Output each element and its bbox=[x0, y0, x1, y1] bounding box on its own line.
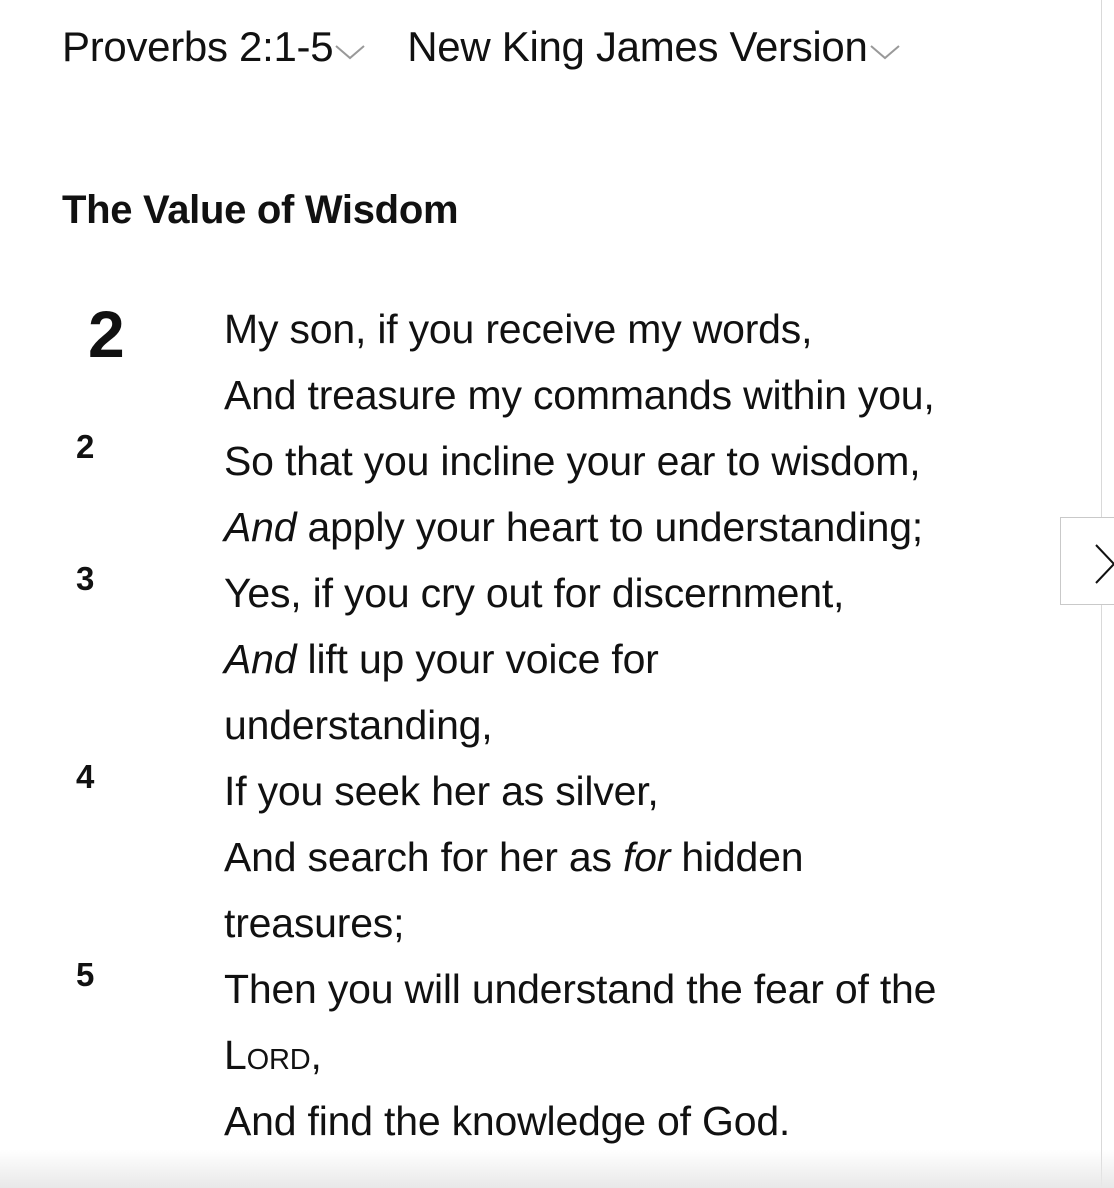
verse-2-line-2 bbox=[224, 494, 923, 560]
chevron-down-icon bbox=[868, 42, 902, 62]
verse-3-line-2 bbox=[224, 626, 659, 692]
line-text: apply your heart to understanding; bbox=[296, 504, 923, 550]
verse-3-line-1: Yes, if you cry out for discernment, bbox=[224, 570, 845, 616]
italic-word: for bbox=[622, 834, 671, 880]
verse-1-line-1: My son, if you receive my words, bbox=[224, 306, 813, 352]
italic-word: And bbox=[224, 504, 297, 550]
verse-4-line-2 bbox=[224, 824, 803, 890]
chevron-right-icon bbox=[1093, 542, 1114, 586]
verse-3-line-3: understanding, bbox=[224, 702, 493, 748]
italic-word: And bbox=[224, 636, 297, 682]
verse-1-line-2: And treasure my commands within you, bbox=[224, 372, 935, 418]
reference-selector[interactable] bbox=[62, 23, 367, 71]
line-text: lift up your voice for bbox=[296, 636, 659, 682]
section-heading: The Value of Wisdom bbox=[62, 188, 459, 232]
line-text: , bbox=[310, 1032, 322, 1078]
bottom-fade bbox=[0, 1150, 1114, 1188]
verse-4-line-3: treasures; bbox=[224, 900, 405, 946]
divine-name: Lord bbox=[224, 1032, 311, 1078]
line-text: hidden bbox=[670, 834, 804, 880]
chapter-number: 2 bbox=[88, 297, 125, 371]
verse-number-5: 5 bbox=[76, 956, 95, 993]
reference-label: Proverbs 2:1-5 bbox=[62, 23, 334, 70]
verse-5-line-2 bbox=[224, 1022, 322, 1088]
verse-number-4: 4 bbox=[76, 758, 95, 795]
verse-number-3: 3 bbox=[76, 560, 95, 597]
verse-2-line-1: So that you incline your ear to wisdom, bbox=[224, 438, 921, 484]
verse-5-line-1: Then you will understand the fear of the bbox=[224, 966, 937, 1012]
version-selector[interactable] bbox=[407, 23, 901, 71]
verse-number-2: 2 bbox=[76, 428, 95, 465]
chevron-down-icon bbox=[333, 42, 367, 62]
verse-5-line-3: And find the knowledge of God. bbox=[224, 1098, 791, 1144]
next-chapter-button[interactable] bbox=[1060, 517, 1114, 605]
line-text: And search for her as bbox=[224, 834, 623, 880]
passage-selectors bbox=[62, 22, 902, 72]
version-label: New King James Version bbox=[407, 23, 868, 70]
verse-4-line-1: If you seek her as silver, bbox=[224, 768, 659, 814]
